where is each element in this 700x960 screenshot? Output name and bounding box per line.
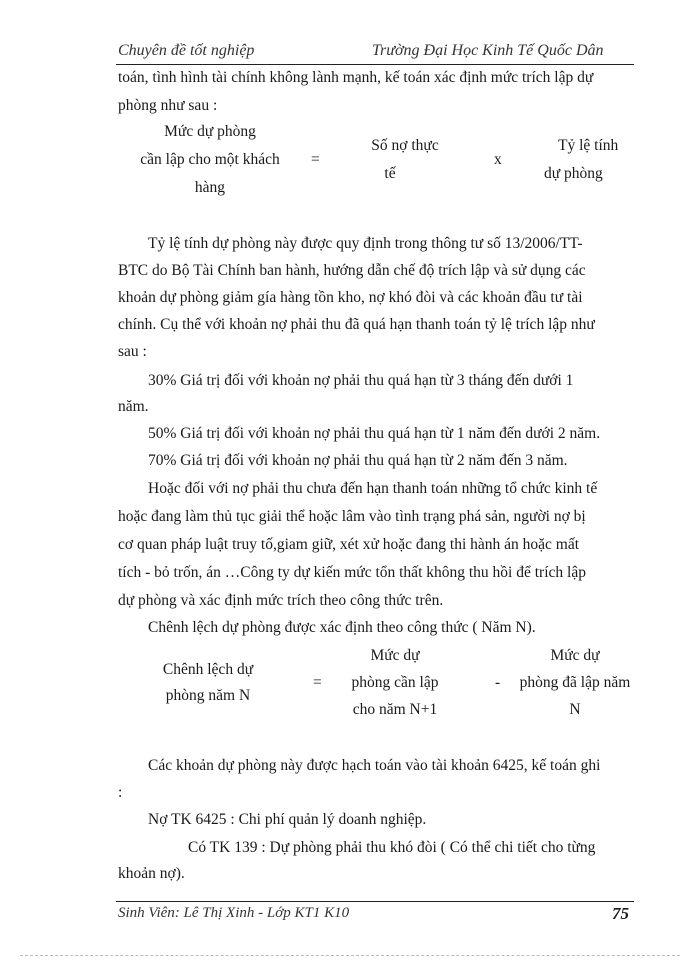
formula1-mid: tế (384, 165, 396, 182)
text-line: Chênh lệch dự phòng được xác định theo công thức ( Năm N). (148, 619, 536, 636)
page-edge-divider (20, 955, 680, 956)
text-line: BTC do Bộ Tài Chính ban hành, hướng dẫn chế độ trích lập và sử dụng các (118, 262, 586, 279)
formula1-lhs: Mức dự phòng (164, 123, 256, 140)
formula2-lhs: Chênh lệch dự (162, 661, 254, 678)
page-number: 75 (612, 904, 629, 923)
footer-rule (116, 901, 634, 902)
footer-left: Sinh Viên: Lê Thị Xinh - Lớp KT1 K10 (118, 905, 350, 921)
formula2-rhs: Mức dự (550, 647, 600, 664)
journal-debit: Nợ TK 6425 : Chi phí quản lý doanh nghiệp. (148, 811, 427, 828)
text-line: : (118, 784, 123, 801)
formula2-mid: Mức dự (370, 647, 420, 664)
formula2-rhs: phòng đã lập năm (519, 674, 631, 691)
text-line: tích - bỏ trốn, án …Công ty dự kiến mức tổn thất không thu hồi để trích lập (118, 564, 586, 581)
text-line: phòng như sau : (118, 97, 218, 114)
text-line: cơ quan pháp luật truy tố,giam giữ, xét xử hoặc đang thi hành án hoặc mất (118, 536, 580, 553)
formula2-minus: - (495, 674, 501, 691)
formula2-lhs: phòng năm N (165, 687, 251, 704)
formula1-equals: = (311, 151, 320, 168)
rate-item: 70% Giá trị đối với khoản nợ phải thu quá hạn từ 2 năm đến 3 năm. (148, 452, 568, 469)
text-line: toán, tình hình tài chính không lành mạnh, kế toán xác định mức trích lập dự (118, 69, 594, 86)
text-line: hoặc đang làm thủ tục giải thể hoặc lâm vào tình trạng phá sản, người nợ bị (118, 508, 586, 525)
formula2-mid: cho năm N+1 (352, 701, 438, 718)
header-left: Chuyên đề tốt nghiệp (118, 42, 255, 59)
journal-credit: Có TK 139 : Dự phòng phải thu khó đòi ( Có thể chi tiết cho từng (188, 839, 596, 856)
formula2-rhs: N (569, 701, 581, 718)
text-line: khoản dự phòng giảm gía hàng tồn kho, nợ khó đòi và các khoản đầu tư tài (118, 289, 583, 306)
formula1-multiply: x (494, 151, 502, 168)
formula2-equals: = (313, 674, 322, 691)
formula2-mid: phòng cần lập (351, 674, 439, 691)
formula1-lhs: hàng (194, 179, 226, 196)
text-line: Các khoản dự phòng này được hạch toán vào tài khoản 6425, kế toán ghi (148, 757, 601, 774)
rate-item: năm. (118, 398, 149, 415)
header-right: Trường Đại Học Kinh Tế Quốc Dân (372, 42, 604, 59)
text-line: dự phòng và xác định mức trích theo công thức trên. (118, 592, 444, 609)
text-line: chính. Cụ thể với khoản nợ phải thu đã quá hạn thanh toán tỷ lệ trích lập như (118, 316, 595, 333)
formula1-rhs: dự phòng (544, 165, 603, 182)
formula1-lhs: cần lập cho một khách (140, 151, 280, 168)
formula1-rhs: Tỷ lệ tính (558, 137, 619, 154)
formula1-mid: Số nợ thực (371, 137, 439, 154)
text-line: Hoặc đối với nợ phải thu chưa đến hạn thanh toán những tổ chức kinh tế (148, 480, 598, 497)
text-line: sau : (118, 343, 147, 360)
rate-item: 50% Giá trị đối với khoản nợ phải thu quá hạn từ 1 năm đến dưới 2 năm. (148, 425, 601, 442)
header-rule (116, 64, 634, 65)
journal-credit: khoản nợ). (118, 865, 185, 882)
rate-item: 30% Giá trị đối với khoản nợ phải thu quá hạn từ 3 tháng đến dưới 1 (148, 372, 574, 389)
text-line: Tỷ lệ tính dự phòng này được quy định trong thông tư số 13/2006/TT- (148, 235, 583, 252)
